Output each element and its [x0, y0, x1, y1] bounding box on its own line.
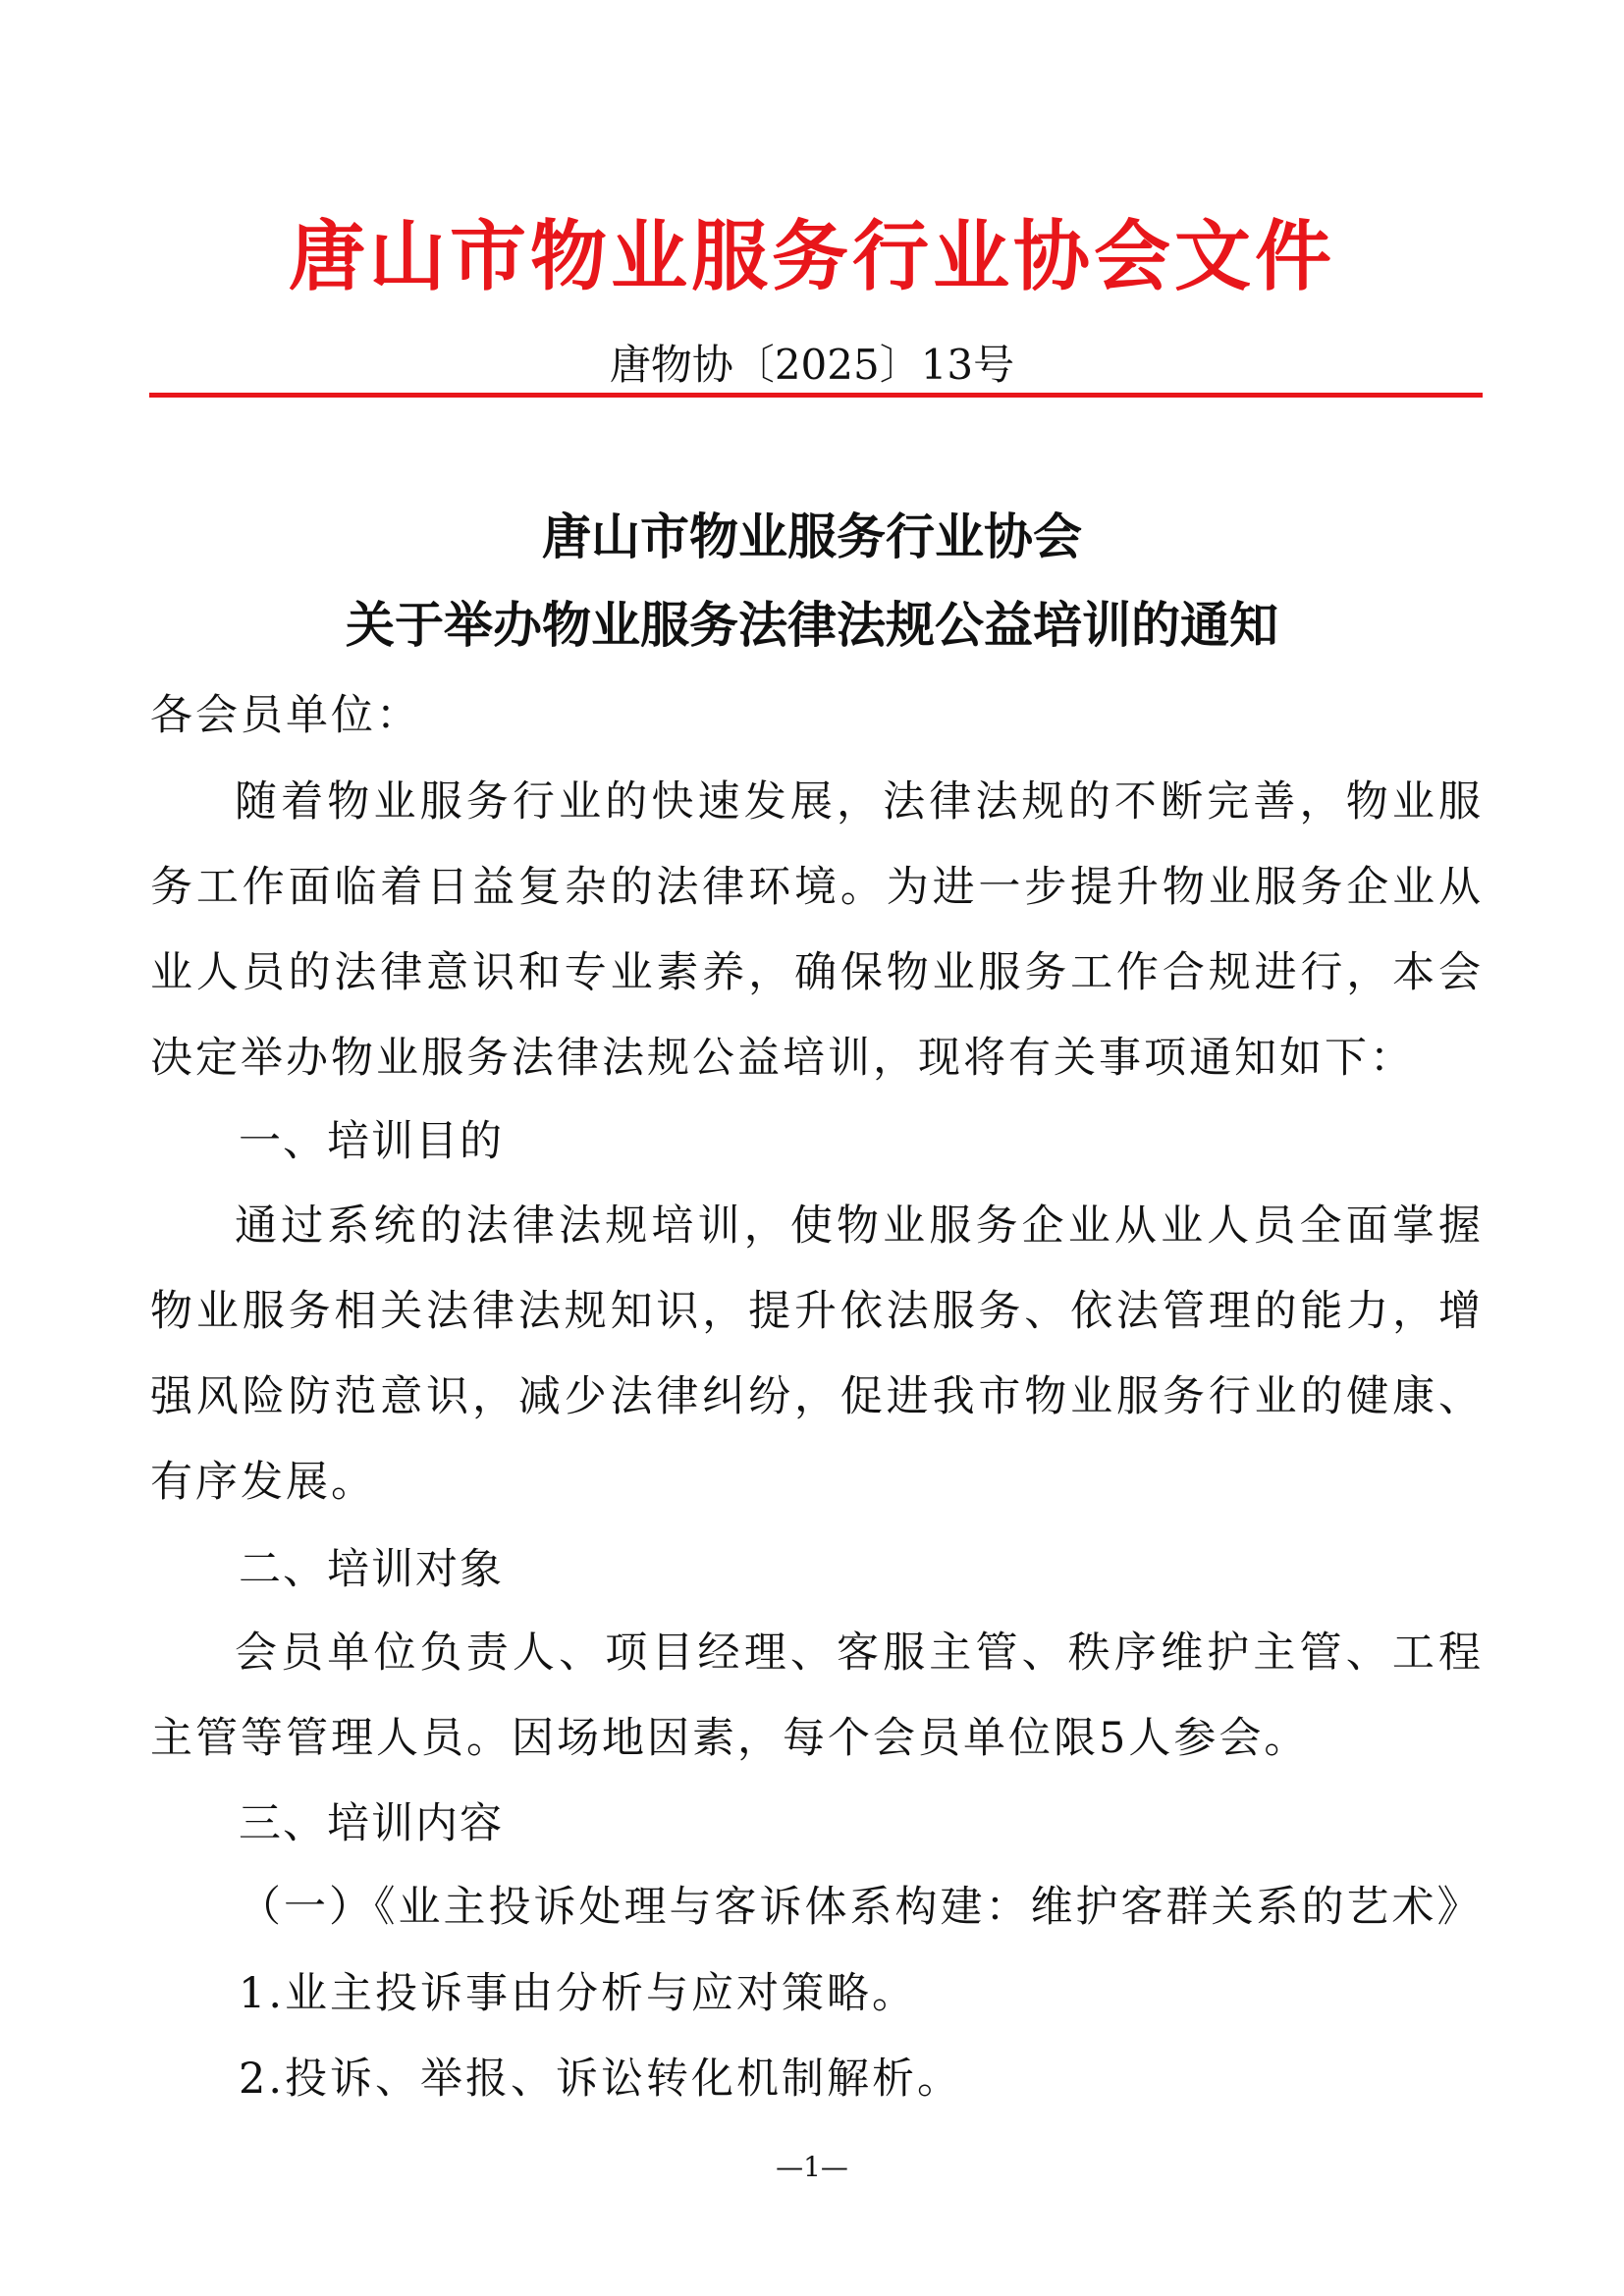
page-number: —1—: [776, 2151, 848, 2183]
red-divider-line: [149, 393, 1483, 398]
document-header-title: 唐山市物业服务行业协会文件: [288, 213, 1335, 301]
section3-heading: 三、培训内容: [239, 1799, 504, 1848]
document-number: 唐物协〔2025〕13号: [609, 341, 1015, 389]
section2-paragraph: 会员单位负责人、项目经理、客服主管、秩序维护主管、工程主管等管理人员。因场地因素，每个会员单位限5人参会。: [150, 1629, 1484, 1763]
intro-paragraph: 随着物业服务行业的快速发展，法律法规的不断完善，物业服务工作面临着日益复杂的法律环境。为进一步提升物业服务企业从业人员的法律意识和专业素养，确保物业服务工作合规进行，本会决定举办物业服务法律法规公益培训，现将有关事项通知如下：: [150, 777, 1484, 1083]
section3-list-item: 1.业主投诉事由分析与应对策略。: [239, 1969, 918, 2018]
section2-heading: 二、培训对象: [239, 1545, 504, 1594]
salutation: 各会员单位：: [150, 691, 421, 740]
notice-title-line2: 关于举办物业服务法律法规公益培训的通知: [346, 596, 1278, 654]
section3-subheading: （一）《业主投诉处理与客诉体系构建：维护客群关系的艺术》: [239, 1883, 1483, 1932]
notice-title-line1: 唐山市物业服务行业协会: [542, 507, 1082, 565]
section3-list-item: 2.投诉、举报、诉讼转化机制解析。: [239, 2055, 963, 2104]
section1-heading: 一、培训目的: [239, 1117, 504, 1166]
section1-paragraph: 通过系统的法律法规培训，使物业服务企业从业人员全面掌握物业服务相关法律法规知识，提升依法服务、依法管理的能力，增强风险防范意识，减少法律纠纷，促进我市物业服务行业的健康、有序发展。: [150, 1201, 1484, 1507]
